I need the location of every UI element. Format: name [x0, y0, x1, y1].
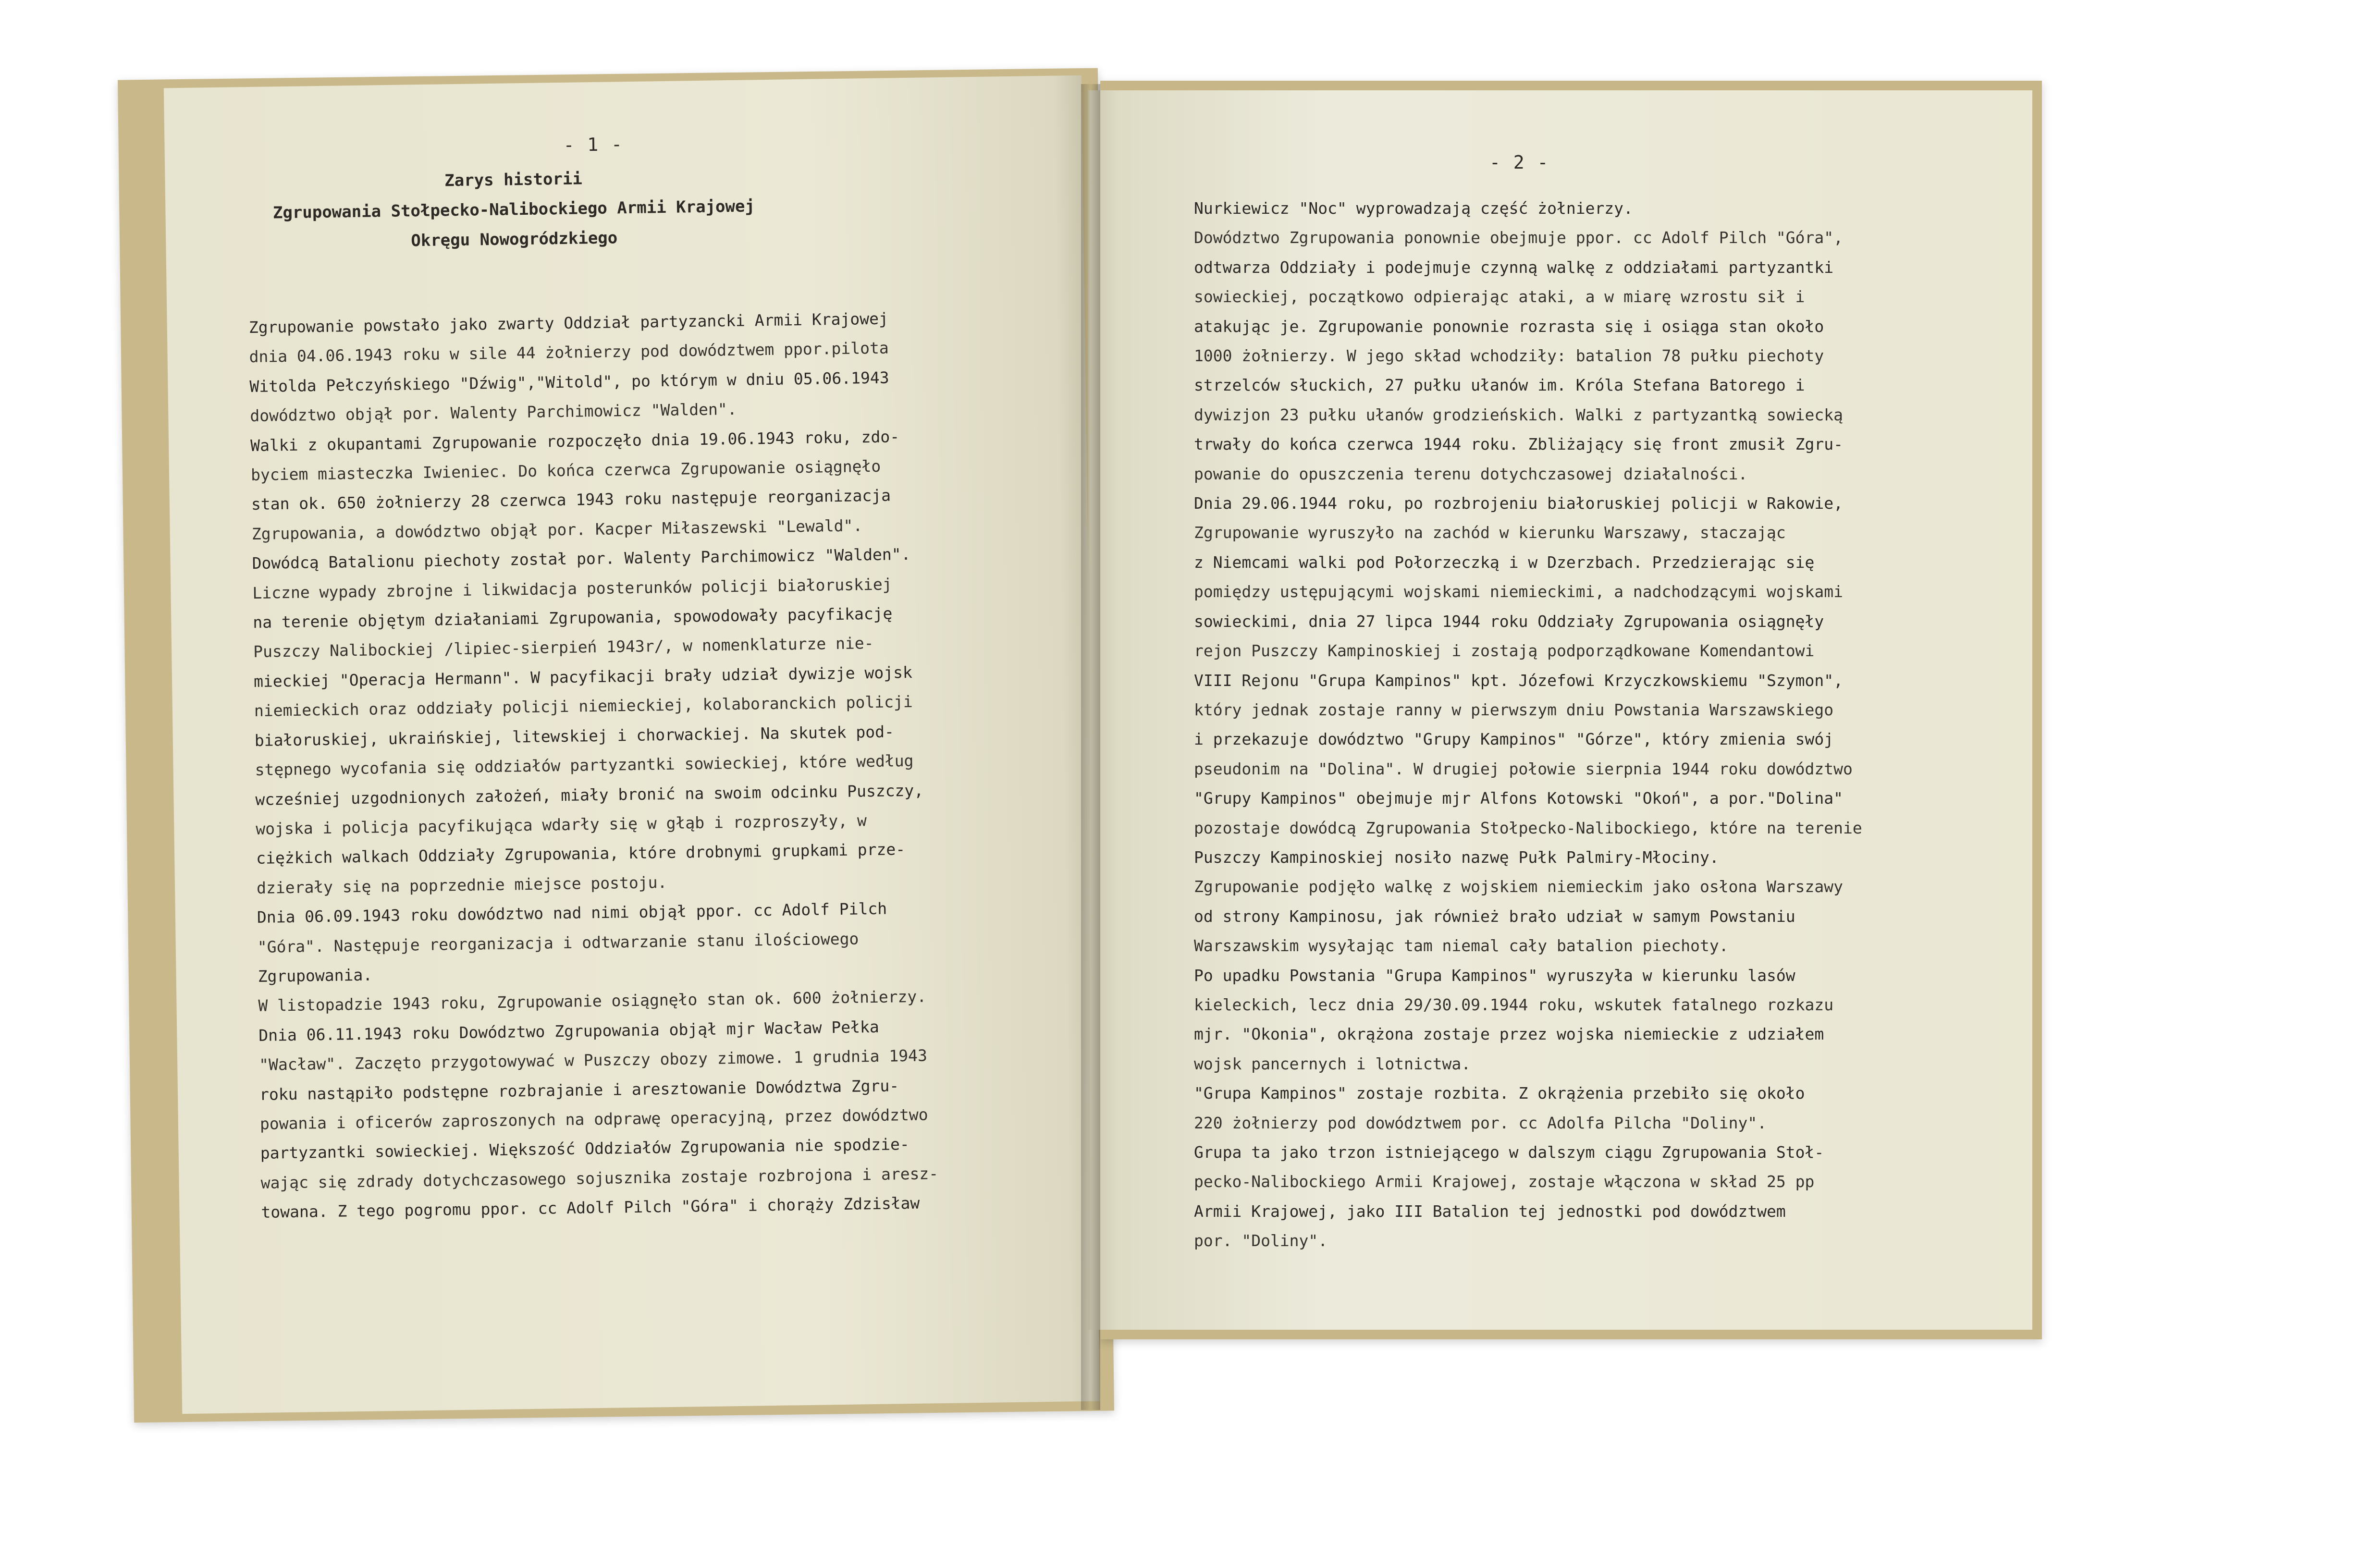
text-line: powania i oficerów zaproszonych na odprawę operacyjną, przez dowództwo	[259, 1105, 928, 1133]
text-line: "Góra". Następuje reorganizacja i odtwarzanie stanu ilościowego	[257, 929, 859, 956]
page-number: - 2 -	[1489, 152, 1549, 173]
text-line: sowieckimi, dnia 27 lipca 1944 roku Oddziały Zgrupowania osiągnęły	[1194, 612, 1824, 631]
text-line: białoruskiej, ukraińskiej, litewskiej i chorwackiej. Na skutek pod-	[254, 722, 895, 750]
book-spine	[1081, 84, 1100, 1410]
text-line: wcześniej uzgodnionych założeń, miały bronić na swoim odcinku Puszczy,	[255, 781, 924, 809]
page-number: - 1 -	[563, 134, 624, 156]
text-line: Warszawskim wysyłając tam niemal cały batalion piechoty.	[1194, 936, 1729, 956]
text-line: 1000 żołnierzy. W jego skład wchodziły: batalion 78 pułku piechoty	[1194, 346, 1824, 366]
text-line: i przekazuje dowództwo "Grupy Kampinos" "Górze", który zmienia swój	[1194, 730, 1834, 749]
title-line: Zgrupowania Stołpecko-Nalibockiego Armii Krajowej	[272, 196, 755, 223]
text-line: Po upadku Powstania "Grupa Kampinos" wyruszyła w kierunku lasów	[1194, 966, 1795, 985]
text-line: Dnia 29.06.1944 roku, po rozbrojeniu białoruskiej policji w Rakowie,	[1194, 494, 1844, 513]
text-line: towana. Z tego pogromu ppor. cc Adolf Pilch "Góra" i chorąży Zdzisław	[261, 1193, 920, 1222]
text-line: Dowództwo Zgrupowania ponownie obejmuje ppor. cc Adolf Pilch "Góra",	[1194, 228, 1844, 247]
text-line: Dnia 06.11.1943 roku Dowództwo Zgrupowania objął mjr Wacław Pełka	[258, 1017, 879, 1045]
text-line: Zgrupowanie wyruszyło na zachód w kierunku Warszawy, staczając	[1194, 523, 1786, 542]
text-line: roku nastąpiło podstępne rozbrajanie i aresztowanie Dowództwa Zgru-	[259, 1076, 899, 1104]
text-line: pecko-Nalibockiego Armii Krajowej, zostaje włączona w skład 25 pp	[1194, 1172, 1815, 1191]
text-line: Armii Krajowej, jako III Batalion tej jednostki pod dowództwem	[1194, 1201, 1786, 1221]
text-line: pozostaje dowódcą Zgrupowania Stołpecko-Nalibockiego, które na terenie	[1194, 818, 1862, 837]
text-line: kieleckich, lecz dnia 29/30.09.1944 roku, wskutek fatalnego rozkazu	[1194, 995, 1834, 1014]
text-line: "Grupy Kampinos" obejmuje mjr Alfons Kotowski "Okoń", a por."Dolina"	[1194, 789, 1844, 808]
left-page	[164, 75, 1100, 1414]
text-line: Zgrupowanie powstało jako zwarty Oddział partyzancki Armii Krajowej	[248, 309, 889, 337]
text-line: Dnia 06.09.1943 roku dowództwo nad nimi objął ppor. cc Adolf Pilch	[257, 899, 887, 927]
text-line: rejon Puszczy Kampinoskiej i zostają podporządkowane Komendantowi	[1194, 641, 1815, 661]
left-page-text	[248, 303, 939, 1227]
text-line: trwały do końca czerwca 1944 roku. Zbliżający się front zmusił Zgru-	[1194, 435, 1844, 454]
text-line: Walki z okupantami Zgrupowanie rozpoczęło dnia 19.06.1943 roku, zdo-	[250, 427, 900, 455]
text-line: Dowódcą Batalionu piechoty został por. Walenty Parchimowicz "Walden".	[252, 545, 911, 573]
text-line: Zgrupowania.	[258, 965, 373, 986]
text-line: atakując je. Zgrupowanie ponownie rozrasta się i osiąga stan około	[1194, 317, 1824, 336]
text-line: pomiędzy ustępującymi wojskami niemieckimi, a nadchodzącymi wojskami	[1194, 582, 1844, 601]
text-line: Zgrupowanie podjęło walkę z wojskiem niemieckim jako osłona Warszawy	[1194, 877, 1844, 896]
right-page-text	[1194, 194, 1862, 1256]
text-line: "Wacław". Zaczęto przygotowywać w Puszczy obozy zimowe. 1 grudnia 1943	[258, 1046, 928, 1075]
text-line: Liczne wypady zbrojne i likwidacja posterunków policji białoruskiej	[252, 575, 892, 602]
text-line: dywizjon 23 pułku ułanów grodzieńskich. Walki z partyzantką sowiecką	[1194, 405, 1844, 424]
text-line: niemieckich oraz oddziały policji niemieckiej, kolaboranckich policji	[254, 692, 913, 721]
text-line: byciem miasteczka Iwieniec. Do końca czerwca Zgrupowanie osiągnęło	[250, 456, 881, 485]
text-line: od strony Kampinosu, jak również brało udział w samym Powstaniu	[1194, 906, 1795, 926]
text-line: Grupa ta jako trzon istniejącego w dalszym ciągu Zgrupowania Stoł-	[1194, 1143, 1824, 1162]
text-line: stępnego wycofania się oddziałów partyzantki sowieckiej, które według	[255, 751, 914, 780]
text-line: sowieckiej, początkowo odpierając ataki, a w miarę wzrostu sił i	[1194, 287, 1805, 306]
text-line: z Niemcami walki pod Połorzeczką i w Dzerzbach. Przedzierając się	[1194, 552, 1815, 572]
text-line: stan ok. 650 żołnierzy 28 czerwca 1943 roku następuje reorganizacja	[251, 486, 891, 514]
text-line: strzelców słuckich, 27 pułku ułanów im. Króla Stefana Batorego i	[1194, 376, 1805, 395]
text-line: "Grupa Kampinos" zostaje rozbita. Z okrążenia przebiło się około	[1194, 1084, 1805, 1103]
text-line: partyzantki sowieckiej. Większość Oddziałów Zgrupowania nie spodzie-	[260, 1135, 910, 1163]
text-line: Puszczy Nalibockiej /lipiec-sierpień 1943r/, w nomenklaturze nie-	[253, 634, 874, 662]
text-line: dzierały się na poprzednie miejsce postoju.	[256, 872, 667, 897]
title-line: Zarys historii	[444, 169, 583, 191]
right-page	[1088, 90, 2032, 1330]
text-line: Witolda Pełczyńskiego "Dźwig","Witold", po którym w dniu 05.06.1943	[249, 368, 889, 396]
text-line: Zgrupowania, a dowództwo objął por. Kacper Miłaszewski "Lewald".	[251, 516, 863, 543]
text-line: dnia 04.06.1943 roku w sile 44 żołnierzy pod dowództwem ppor.pilota	[249, 338, 889, 367]
document-title	[165, 157, 1083, 259]
text-line: który jednak zostaje ranny w pierwszym dniu Powstania Warszawskiego	[1194, 700, 1834, 719]
text-line: W listopadzie 1943 roku, Zgrupowanie osiągnęło stan ok. 600 żołnierzy.	[258, 987, 927, 1016]
text-line: mieckiej "Operacja Hermann". W pacyfikacji brały udział dywizje wojsk	[253, 662, 913, 691]
text-line: wojska i policja pacyfikująca wdarły się w głąb i rozproszyły, w	[256, 811, 867, 838]
text-line: mjr. "Okonia", okrążona zostaje przez wojska niemieckie z udziałem	[1194, 1025, 1824, 1044]
text-line: Puszczy Kampinoskiej nosiło nazwę Pułk Palmiry-Młociny.	[1194, 847, 1719, 867]
text-line: dowództwo objął por. Walenty Parchimowicz "Walden".	[250, 400, 737, 426]
text-line: ciężkich walkach Oddziały Zgrupowania, które drobnymi grupkami prze-	[256, 840, 906, 868]
text-line: Nurkiewicz "Noc" wyprowadzają część żołnierzy.	[1194, 199, 1633, 218]
text-line: VIII Rejonu "Grupa Kampinos" kpt. Józefowi Krzyczkowskiemu "Szymon",	[1194, 671, 1844, 690]
text-line: powanie do opuszczenia terenu dotychczasowej działalności.	[1194, 464, 1748, 483]
text-line: wając się zdrady dotychczasowego sojusznika zostaje rozbrojona i aresz-	[260, 1164, 939, 1192]
text-line: na terenie objętym działaniami Zgrupowania, spowodowały pacyfikację	[253, 604, 893, 632]
text-line: odtwarza Oddziały i podejmuje czynną walkę z oddziałami partyzantki	[1194, 257, 1834, 277]
title-line: Okręgu Nowogródzkiego	[411, 228, 618, 251]
text-line: por. "Doliny".	[1194, 1231, 1328, 1250]
text-line: wojsk pancernych i lotnictwa.	[1194, 1054, 1471, 1073]
text-line: pseudonim na "Dolina". W drugiej połowie sierpnia 1944 roku dowództwo	[1194, 759, 1853, 778]
text-line: 220 żołnierzy pod dowództwem por. cc Adolfa Pilcha "Doliny".	[1194, 1113, 1767, 1132]
